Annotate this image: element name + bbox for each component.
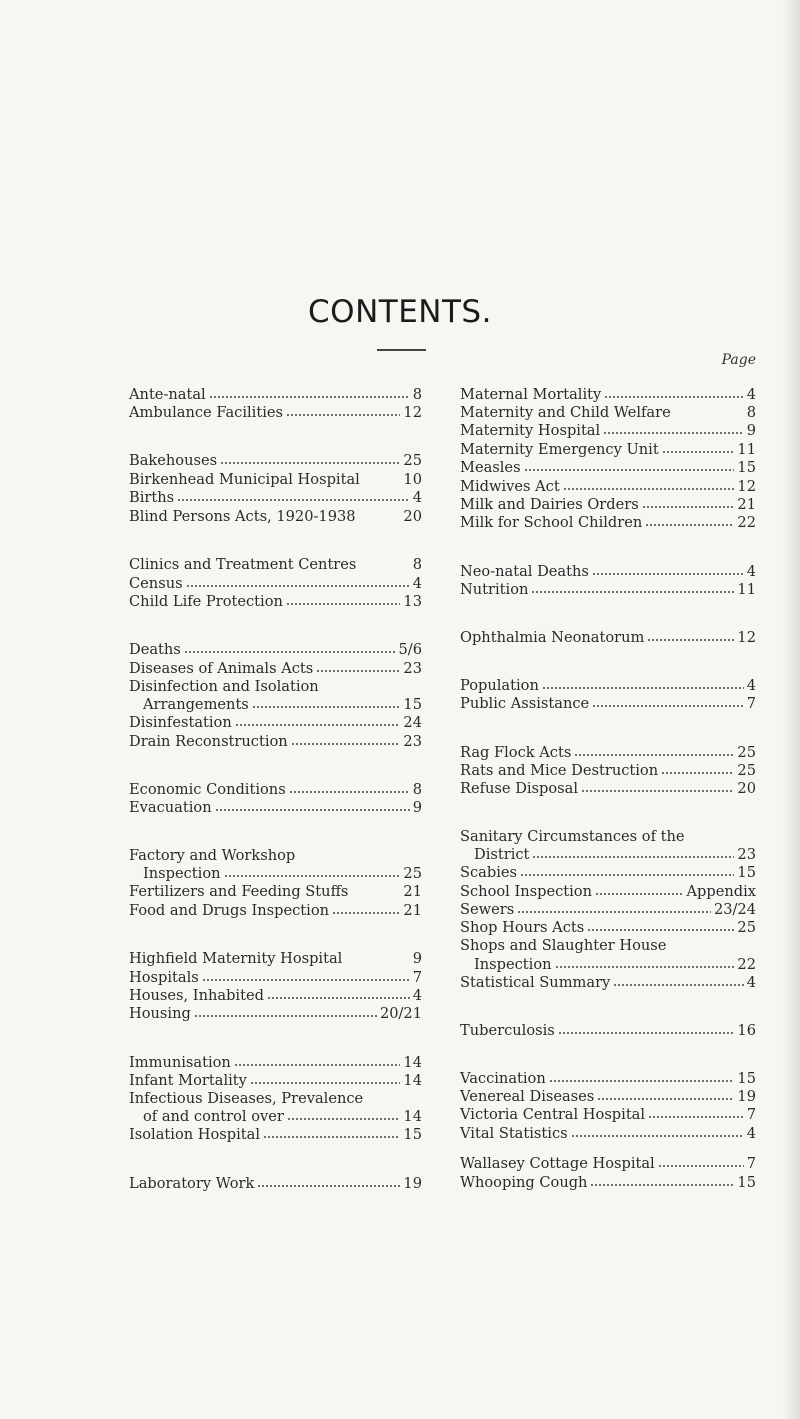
entry-page-number: 25 <box>737 762 756 779</box>
entry-page-number: 4 <box>746 563 756 580</box>
page-edge-shadow <box>782 0 800 1419</box>
entry-page-number: 8 <box>746 404 756 421</box>
entry-page-number: 7 <box>412 969 422 986</box>
entry-page-number: 4 <box>746 386 756 403</box>
entry-leader-dots <box>603 421 744 435</box>
entry-leader-dots <box>316 659 400 673</box>
entry-label: Statistical Summary <box>460 974 611 991</box>
entry-label: Vaccination <box>460 1070 546 1087</box>
entry-leader-dots <box>662 440 735 454</box>
entry-label: Housing <box>129 1005 191 1022</box>
left-entry <box>129 451 422 469</box>
title-rule <box>377 349 426 351</box>
entry-page-number: 20 <box>737 780 756 797</box>
entry-label: Ante-natal <box>129 386 206 403</box>
entry-label: Evacuation <box>129 799 212 816</box>
entry-page-number: 11 <box>737 581 756 598</box>
left-entry <box>129 732 422 750</box>
right-entry <box>460 1069 756 1087</box>
entry-leader-dots <box>531 580 734 594</box>
entry-label: Sewers <box>460 901 515 918</box>
entry-leader-dots <box>549 1069 735 1083</box>
entry-label: Diseases of Animals Acts <box>129 660 314 677</box>
entry-leader-dots <box>177 488 410 502</box>
entry-leader-dots <box>289 780 410 794</box>
entry-leader-dots <box>592 694 744 708</box>
left-entry <box>129 846 422 864</box>
right-entry <box>460 562 756 580</box>
left-entry <box>129 555 422 573</box>
entry-label: Victoria Central Hospital <box>460 1106 646 1123</box>
entry-page-number: 23/24 <box>713 901 756 918</box>
left-entry <box>129 949 422 967</box>
entry-label: of and control over <box>143 1108 284 1125</box>
entry-leader-dots <box>359 507 401 521</box>
page-column-heading: Page <box>721 352 756 368</box>
entry-page-number: 20/21 <box>379 1005 422 1022</box>
entry-label: Ophthalmia Neonatorum <box>460 629 645 646</box>
entry-label: Rag Flock Acts <box>460 744 572 761</box>
entry-label: Inspection <box>143 865 221 882</box>
entry-leader-dots <box>215 798 410 812</box>
entry-page-number: 21 <box>403 902 422 919</box>
entry-page-number: 15 <box>737 1070 756 1087</box>
entry-page-number: 10 <box>403 471 422 488</box>
entry-label: Factory and Workshop <box>129 847 296 864</box>
right-entry <box>460 1154 756 1172</box>
entry-label: Child Life Protection <box>129 593 283 610</box>
left-entry <box>129 640 422 658</box>
entry-page-number: 11 <box>737 441 756 458</box>
entry-page-number: 25 <box>737 919 756 936</box>
entry-leader-dots <box>209 385 410 399</box>
entry-label: Neo-natal Deaths <box>460 563 589 580</box>
entry-label: Fertilizers and Feeding Stuffs <box>129 883 349 900</box>
entry-leader-dots <box>642 495 735 509</box>
entry-page-number: 19 <box>737 1088 756 1105</box>
entry-leader-dots <box>597 1087 734 1101</box>
entry-label: Houses, Inhabited <box>129 987 264 1004</box>
left-entry <box>129 1174 422 1192</box>
left-entry <box>129 1089 422 1107</box>
entry-leader-dots <box>648 1105 744 1119</box>
entry-label: Disinfection and Isolation <box>129 678 319 695</box>
entry-page-number: 5/6 <box>398 641 422 658</box>
right-entry <box>460 513 756 531</box>
left-entry <box>129 507 422 525</box>
entry-page-number: 4 <box>746 1125 756 1142</box>
entry-label: Rats and Mice Destruction <box>460 762 659 779</box>
entry-leader-dots <box>234 1053 401 1067</box>
entry-page-number: 8 <box>412 781 422 798</box>
left-entry <box>129 864 422 882</box>
right-entry <box>460 761 756 779</box>
entry-page-number: 4 <box>412 987 422 1004</box>
entry-leader-dots <box>595 882 684 896</box>
entry-page-number: 21 <box>737 496 756 513</box>
entry-label: Deaths <box>129 641 181 658</box>
left-entry <box>129 470 422 488</box>
entry-label: Economic Conditions <box>129 781 286 798</box>
entry-page-number: 8 <box>412 386 422 403</box>
entry-label: Immunisation <box>129 1054 231 1071</box>
entry-label: Maternity and Child Welfare <box>460 404 671 421</box>
entry-label: Shop Hours Acts <box>460 919 585 936</box>
left-entry <box>129 882 422 900</box>
entry-leader-dots <box>647 628 734 642</box>
entry-page-number: 25 <box>403 865 422 882</box>
right-entry <box>460 936 756 954</box>
entry-page-number: 15 <box>403 696 422 713</box>
entry-label: Laboratory Work <box>129 1175 255 1192</box>
entry-leader-dots <box>669 936 753 950</box>
right-entry <box>460 1173 756 1191</box>
entry-page-number: 14 <box>403 1072 422 1089</box>
entry-leader-dots <box>184 640 396 654</box>
left-entry <box>129 1004 422 1022</box>
entry-leader-dots <box>532 845 734 859</box>
entry-label: Milk and Dairies Orders <box>460 496 639 513</box>
right-entry <box>460 863 756 881</box>
right-entry <box>460 421 756 439</box>
entry-leader-dots <box>571 1124 744 1138</box>
entry-page-number: 15 <box>403 1126 422 1143</box>
right-entry <box>460 845 756 863</box>
entry-leader-dots <box>224 864 401 878</box>
entry-leader-dots <box>202 968 410 982</box>
entry-leader-dots <box>322 677 419 691</box>
entry-leader-dots <box>235 713 401 727</box>
entry-leader-dots <box>520 863 734 877</box>
entry-label: Blind Persons Acts, 1920-1938 <box>129 508 356 525</box>
right-entry <box>460 900 756 918</box>
entry-page-number: 9 <box>412 950 422 967</box>
entry-label: Birkenhead Municipal Hospital <box>129 471 360 488</box>
entry-label: Inspection <box>474 956 552 973</box>
right-entry <box>460 580 756 598</box>
entry-leader-dots <box>186 574 410 588</box>
right-entry <box>460 1087 756 1105</box>
left-entry <box>129 713 422 731</box>
entry-leader-dots <box>574 743 734 757</box>
entry-label: Maternal Mortality <box>460 386 602 403</box>
entry-leader-dots <box>267 986 410 1000</box>
entry-leader-dots <box>590 1173 734 1187</box>
right-entry <box>460 882 756 900</box>
entry-label: Vital Statistics <box>460 1125 568 1142</box>
entry-leader-dots <box>332 901 400 915</box>
entry-page-number: 15 <box>737 1174 756 1191</box>
entry-leader-dots <box>555 955 735 969</box>
entry-leader-dots <box>592 562 744 576</box>
right-entry <box>460 827 756 845</box>
entry-leader-dots <box>674 403 744 417</box>
left-entry <box>129 659 422 677</box>
entry-leader-dots <box>194 1004 377 1018</box>
right-entry <box>460 918 756 936</box>
entry-page-number: 14 <box>403 1054 422 1071</box>
right-entry <box>460 385 756 403</box>
entry-page-number: 14 <box>403 1108 422 1125</box>
entry-page-number: Appendix <box>686 883 756 900</box>
entry-label: Disinfestation <box>129 714 232 731</box>
entry-page-number: 12 <box>737 629 756 646</box>
entry-page-number: 24 <box>403 714 422 731</box>
entry-label: Population <box>460 677 539 694</box>
entry-page-number: 15 <box>737 459 756 476</box>
entry-leader-dots <box>587 918 734 932</box>
entry-leader-dots <box>298 846 419 860</box>
entry-label: Highfield Maternity Hospital <box>129 950 343 967</box>
left-entry <box>129 968 422 986</box>
entry-label: Nutrition <box>460 581 529 598</box>
entry-label: Bakehouses <box>129 452 218 469</box>
entry-leader-dots <box>645 513 734 527</box>
left-entry <box>129 403 422 421</box>
entry-label: Whooping Cough <box>460 1174 588 1191</box>
entry-page-number: 25 <box>737 744 756 761</box>
entry-leader-dots <box>351 882 400 896</box>
left-entry <box>129 901 422 919</box>
entry-page-number: 23 <box>403 733 422 750</box>
entry-page-number: 9 <box>746 422 756 439</box>
entry-leader-dots <box>661 761 734 775</box>
entry-page-number: 20 <box>403 508 422 525</box>
entry-label: Wallasey Cottage Hospital <box>460 1155 655 1172</box>
entry-page-number: 21 <box>403 883 422 900</box>
left-entry <box>129 986 422 1004</box>
entry-label: Sanitary Circumstances of the <box>460 828 685 845</box>
entry-leader-dots <box>291 732 401 746</box>
entry-leader-dots <box>220 451 400 465</box>
right-entry <box>460 676 756 694</box>
entry-leader-dots <box>613 973 743 987</box>
right-entry <box>460 1105 756 1123</box>
entry-leader-dots <box>257 1174 400 1188</box>
left-entry <box>129 1071 422 1089</box>
entry-label: Scabies <box>460 864 518 881</box>
right-entry <box>460 1124 756 1142</box>
entry-leader-dots <box>688 827 753 841</box>
entry-page-number: 12 <box>403 404 422 421</box>
entry-label: Measles <box>460 459 521 476</box>
entry-leader-dots <box>517 900 711 914</box>
entry-label: Census <box>129 575 183 592</box>
entry-page-number: 4 <box>412 575 422 592</box>
left-entry <box>129 1107 422 1125</box>
entry-leader-dots <box>581 779 734 793</box>
left-entry <box>129 677 422 695</box>
right-entry <box>460 694 756 712</box>
entry-page-number: 7 <box>746 695 756 712</box>
left-entry <box>129 695 422 713</box>
page-title: CONTENTS. <box>308 294 492 330</box>
entry-page-number: 16 <box>737 1022 756 1039</box>
entry-page-number: 23 <box>737 846 756 863</box>
entry-page-number: 22 <box>737 956 756 973</box>
entry-label: School Inspection <box>460 883 592 900</box>
entry-label: Food and Drugs Inspection <box>129 902 330 919</box>
entry-label: Venereal Diseases <box>460 1088 595 1105</box>
entry-page-number: 23 <box>403 660 422 677</box>
entry-label: Maternity Hospital <box>460 422 601 439</box>
entry-leader-dots <box>286 403 400 417</box>
left-entry <box>129 1125 422 1143</box>
entry-label: Shops and Slaughter House <box>460 937 667 954</box>
entry-leader-dots <box>524 458 735 472</box>
right-entry <box>460 743 756 761</box>
left-entry <box>129 592 422 610</box>
entry-label: Infant Mortality <box>129 1072 247 1089</box>
entry-leader-dots <box>363 470 401 484</box>
entry-label: Hospitals <box>129 969 199 986</box>
right-entry <box>460 628 756 646</box>
entry-label: Milk for School Children <box>460 514 643 531</box>
entry-label: Drain Reconstruction <box>129 733 288 750</box>
entry-page-number: 7 <box>746 1106 756 1123</box>
entry-leader-dots <box>563 477 735 491</box>
left-entry <box>129 1053 422 1071</box>
right-entry <box>460 955 756 973</box>
entry-label: Maternity Emergency Unit <box>460 441 659 458</box>
entry-leader-dots <box>542 676 744 690</box>
entry-label: Isolation Hospital <box>129 1126 261 1143</box>
entry-page-number: 15 <box>737 864 756 881</box>
left-entry <box>129 488 422 506</box>
right-entry <box>460 495 756 513</box>
entry-label: Births <box>129 489 175 506</box>
entry-page-number: 7 <box>746 1155 756 1172</box>
entry-leader-dots <box>252 695 401 709</box>
left-entry <box>129 574 422 592</box>
right-entry <box>460 458 756 476</box>
right-entry <box>460 440 756 458</box>
entry-label: District <box>474 846 530 863</box>
entry-leader-dots <box>366 1089 419 1103</box>
right-entry <box>460 1021 756 1039</box>
entry-page-number: 4 <box>746 974 756 991</box>
left-entry <box>129 798 422 816</box>
entry-label: Public Assistance <box>460 695 590 712</box>
entry-label: Clinics and Treatment Centres <box>129 556 357 573</box>
entry-label: Tuberculosis <box>460 1022 555 1039</box>
entry-page-number: 4 <box>746 677 756 694</box>
entry-page-number: 4 <box>412 489 422 506</box>
entry-label: Ambulance Facilities <box>129 404 284 421</box>
left-entry <box>129 385 422 403</box>
entry-page-number: 8 <box>412 556 422 573</box>
entry-leader-dots <box>250 1071 401 1085</box>
entry-leader-dots <box>658 1154 744 1168</box>
entry-label: Infectious Diseases, Prevalence <box>129 1090 364 1107</box>
left-entry <box>129 780 422 798</box>
entry-page-number: 12 <box>737 478 756 495</box>
entry-leader-dots <box>345 949 409 963</box>
entry-leader-dots <box>558 1021 735 1035</box>
entry-leader-dots <box>286 592 401 606</box>
right-entry <box>460 973 756 991</box>
entry-leader-dots <box>263 1125 400 1139</box>
entry-label: Arrangements <box>143 696 249 713</box>
right-entry <box>460 477 756 495</box>
entry-page-number: 9 <box>412 799 422 816</box>
right-entry <box>460 779 756 797</box>
entry-page-number: 25 <box>403 452 422 469</box>
entry-page-number: 22 <box>737 514 756 531</box>
entry-page-number: 19 <box>403 1175 422 1192</box>
entry-leader-dots <box>604 385 743 399</box>
entry-leader-dots <box>287 1107 401 1121</box>
entry-label: Midwives Act <box>460 478 560 495</box>
entry-leader-dots <box>359 555 409 569</box>
entry-label: Refuse Disposal <box>460 780 579 797</box>
right-entry <box>460 403 756 421</box>
entry-page-number: 13 <box>403 593 422 610</box>
